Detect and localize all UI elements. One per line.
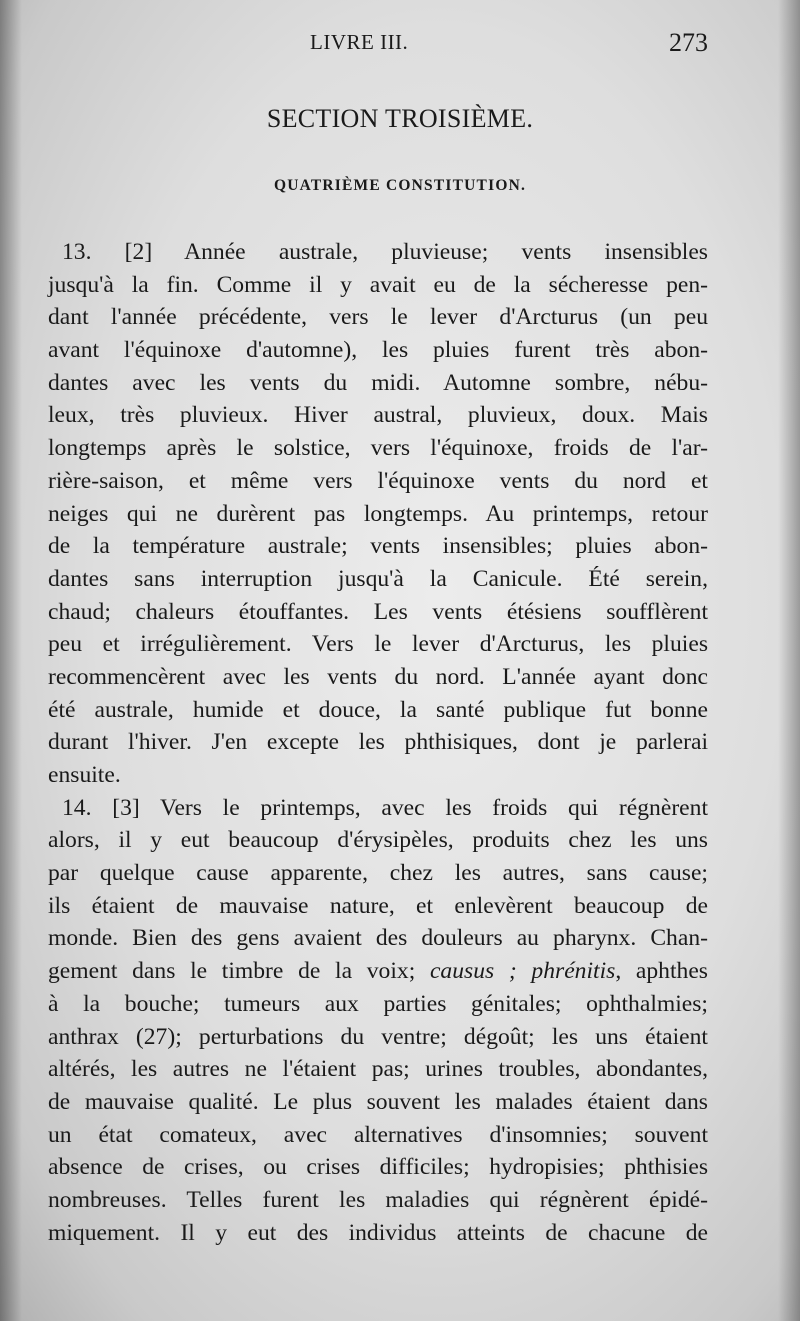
running-title: LIVRE III. [310, 30, 409, 54]
text-line: nombreuses. Telles furent les maladies qui régnèrent épidé- [48, 1186, 708, 1213]
text-line: été australe, humide et douce, la santé publique fut bonne [48, 696, 708, 723]
text-line: de mauvaise qualité. Le plus souvent les malades étaient dans [48, 1088, 708, 1115]
paragraph-14 [48, 792, 708, 1250]
text-line: alors, il y eut beaucoup d'érysipèles, produits chez les uns [48, 827, 708, 854]
text-line: neiges qui ne durèrent pas longtemps. Au printemps, retour [48, 500, 708, 527]
text-line: chaud; chaleurs étouffantes. Les vents étésiens soufflèrent [48, 598, 708, 625]
text-line: jusqu'à la fin. Comme il y avait eu de la sécheresse pen- [48, 271, 708, 298]
text-line: de la température australe; vents insensibles; pluies abon- [48, 533, 708, 560]
text-line: leux, très pluvieux. Hiver austral, pluvieux, doux. Mais [48, 402, 708, 429]
text-line: monde. Bien des gens avaient des douleurs au pharynx. Chan- [48, 925, 708, 952]
italic-term: causus ; phrénitis [429, 958, 616, 985]
text-run: , aphthes [615, 958, 708, 985]
text-line: longtemps après le solstice, vers l'équinoxe, froids de l'ar- [48, 435, 708, 462]
text-line: un état comateux, avec alternatives d'insomnies; souvent [48, 1121, 708, 1148]
body-text [48, 236, 708, 1249]
text-line: par quelque cause apparente, chez les autres, sans cause; [48, 860, 708, 887]
text-line: à la bouche; tumeurs aux parties génitales; ophthalmies; [48, 990, 708, 1017]
text-line: 13. [2] Année australe, pluvieuse; vents insensibles [62, 239, 708, 265]
text-line: dant l'année précédente, vers le lever d'Arcturus (un peu [48, 304, 708, 331]
text-line: avant l'équinoxe d'automne), les pluies furent très abon- [48, 337, 708, 364]
text-run: gement dans le timbre de la voix; [48, 958, 430, 985]
text-line: ils étaient de mauvaise nature, et enlevèrent beaucoup de [48, 892, 708, 919]
text-line: peu et irrégulièrement. Vers le lever d'Arcturus, les pluies [48, 631, 708, 658]
text-line: anthrax (27); perturbations du ventre; dégoût; les uns étaient [48, 1023, 708, 1050]
section-title: SECTION TROISIÈME. [266, 104, 534, 133]
page-right-shadow [778, 0, 800, 1321]
text-line: durant l'hiver. J'en excepte les phthisiques, dont je parlerai [48, 729, 708, 756]
text-line: ensuite. [48, 762, 121, 788]
text-line: recommencèrent avec les vents du nord. L'année ayant donc [48, 663, 708, 690]
text-line-mixed [48, 955, 708, 988]
text-line: dantes sans interruption jusqu'à la Canicule. Été serein, [48, 565, 708, 592]
page-number: 273 [669, 28, 708, 57]
text-line: dantes avec les vents du midi. Automne sombre, nébu- [48, 369, 708, 396]
text-line: absence de crises, ou crises difficiles; hydropisies; phthisies [48, 1154, 708, 1181]
text-line: 14. [3] Vers le printemps, avec les froids qui régnèrent [62, 794, 708, 821]
running-head [48, 30, 708, 66]
page-left-shadow [0, 0, 22, 1321]
text-line: rière-saison, et même vers l'équinoxe vents du nord et [48, 467, 708, 494]
text-line: altérés, les autres ne l'étaient pas; urines troubles, abondantes, [48, 1056, 708, 1083]
subsection-title: QUATRIÈME CONSTITUTION. [273, 177, 527, 194]
paragraph-13 [48, 236, 708, 792]
text-line: miquement. Il y eut des individus atteints de chacune de [48, 1219, 708, 1246]
